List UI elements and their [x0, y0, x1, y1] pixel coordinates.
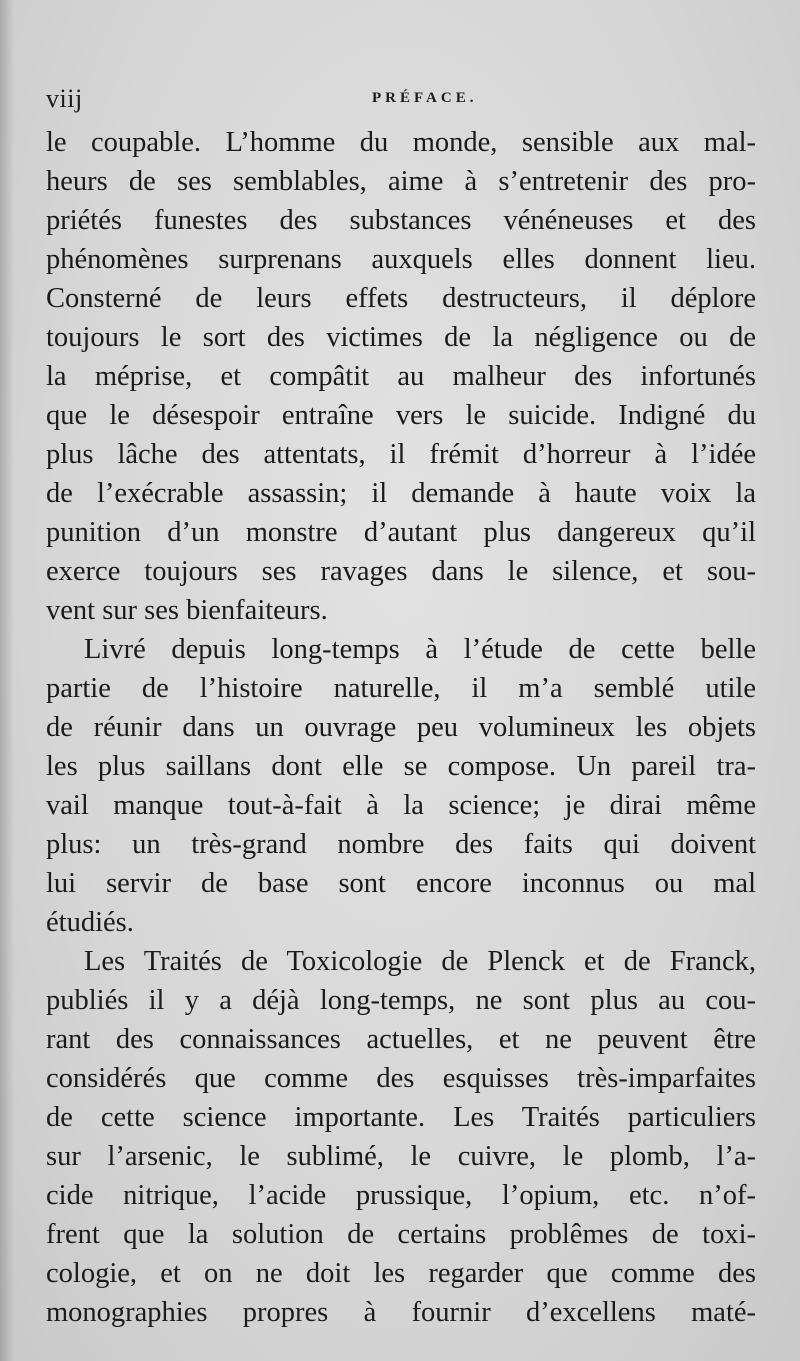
text-line: plus lâche des attentats, il frémit d’horreur à l’idée — [46, 439, 756, 470]
page-number: viij — [46, 84, 83, 113]
text-line: monographies propres à fournir d’excellens maté- — [46, 1297, 756, 1328]
text-line: le coupable. L’homme du monde, sensible aux mal- — [46, 127, 756, 158]
text-line: vent sur ses bienfaiteurs. — [46, 595, 328, 626]
text-line: phénomènes surprenans auxquels elles donnent lieu. — [46, 244, 756, 275]
text-line: sur l’arsenic, le sublimé, le cuivre, le plomb, l’a- — [46, 1141, 756, 1172]
text-line: que le désespoir entraîne vers le suicide. Indigné du — [46, 400, 756, 431]
text-line: cologie, et on ne doit les regarder que comme des — [46, 1258, 756, 1289]
text-line: vail manque tout-à-fait à la science; je dirai même — [46, 790, 756, 821]
text-line: lui servir de base sont encore inconnus ou mal — [46, 868, 756, 899]
text-line: priétés funestes des substances vénéneuses et des — [46, 205, 756, 236]
text-line: les plus saillans dont elle se compose. Un pareil tra- — [46, 751, 756, 782]
text-line: cide nitrique, l’acide prussique, l’opium, etc. n’of- — [46, 1180, 756, 1211]
text-line: punition d’un monstre d’autant plus dangereux qu’il — [46, 517, 756, 548]
text-line: heurs de ses semblables, aime à s’entretenir des pro- — [46, 166, 756, 197]
text-line: étudiés. — [46, 907, 134, 938]
text-line: la méprise, et compâtit au malheur des infortunés — [46, 361, 756, 392]
text-line: rant des connaissances actuelles, et ne peuvent être — [46, 1024, 756, 1055]
text-line: Consterné de leurs effets destructeurs, il déplore — [46, 283, 756, 314]
text-line: de l’exécrable assassin; il demande à haute voix la — [46, 478, 756, 509]
text-line: considérés que comme des esquisses très-imparfaites — [46, 1063, 756, 1094]
page-header — [46, 84, 756, 114]
text-line: partie de l’histoire naturelle, il m’a semblé utile — [46, 673, 756, 704]
text-line: frent que la solution de certains problêmes de toxi- — [46, 1219, 756, 1250]
text-line: exerce toujours ses ravages dans le silence, et sou- — [46, 556, 756, 587]
text-line: Les Traités de Toxicologie de Plenck et de Franck, — [84, 946, 756, 977]
text-line: de cette science importante. Les Traités particuliers — [46, 1102, 756, 1133]
text-line: plus: un très-grand nombre des faits qui doivent — [46, 829, 756, 860]
running-head: PRÉFACE. — [372, 90, 478, 106]
text-line: Livré depuis long-temps à l’étude de cette belle — [84, 634, 756, 665]
text-line: toujours le sort des victimes de la négligence ou de — [46, 322, 756, 353]
text-line: publiés il y a déjà long-temps, ne sont plus au cou- — [46, 985, 756, 1016]
text-line: de réunir dans un ouvrage peu volumineux les objets — [46, 712, 756, 743]
